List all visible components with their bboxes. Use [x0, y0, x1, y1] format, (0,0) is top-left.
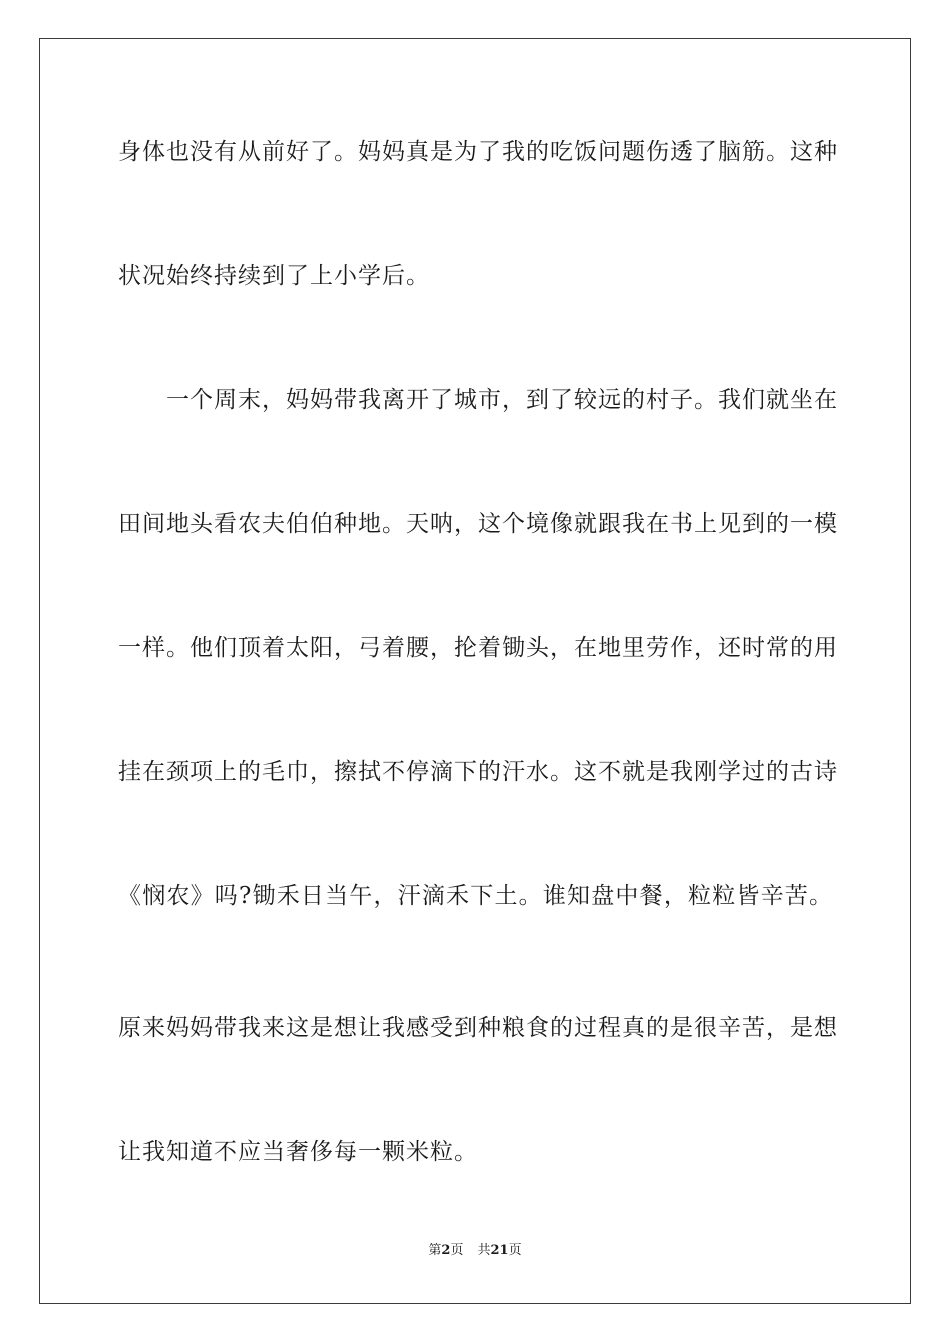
page-border	[39, 38, 911, 1304]
body-text-line-5: 一样。他们顶着太阳，弓着腰，抡着锄头，在地里劳作，还时常的用	[118, 635, 838, 661]
footer-total-suffix: 页	[508, 1243, 522, 1258]
body-text-line-3: 一个周末，妈妈带我离开了城市，到了较远的村子。我们就坐在	[118, 387, 838, 413]
footer-page-number: 2	[441, 1243, 451, 1258]
body-text-line-2: 状况始终持续到了上小学后。	[118, 263, 430, 289]
body-text-line-8: 原来妈妈带我来这是想让我感受到种粮食的过程真的是很辛苦，是想	[118, 1015, 838, 1041]
footer-page-prefix: 第	[428, 1243, 442, 1258]
body-text-line-1: 身体也没有从前好了。妈妈真是为了我的吃饭问题伤透了脑筋。这种	[118, 139, 838, 165]
body-text-line-4: 田间地头看农夫伯伯种地。天呐，这个境像就跟我在书上见到的一模	[118, 511, 838, 537]
body-text-line-9: 让我知道不应当奢侈每一颗米粒。	[118, 1139, 478, 1165]
footer-total-prefix: 共	[477, 1243, 491, 1258]
body-text-line-7: 《悯农》吗?锄禾日当午，汗滴禾下土。谁知盘中餐，粒粒皆辛苦。	[118, 883, 833, 909]
page-footer	[0, 1243, 950, 1259]
footer-page-suffix: 页	[450, 1243, 464, 1258]
body-text-line-6: 挂在颈项上的毛巾，擦拭不停滴下的汗水。这不就是我刚学过的古诗	[118, 759, 838, 785]
footer-total-number: 21	[490, 1243, 509, 1258]
